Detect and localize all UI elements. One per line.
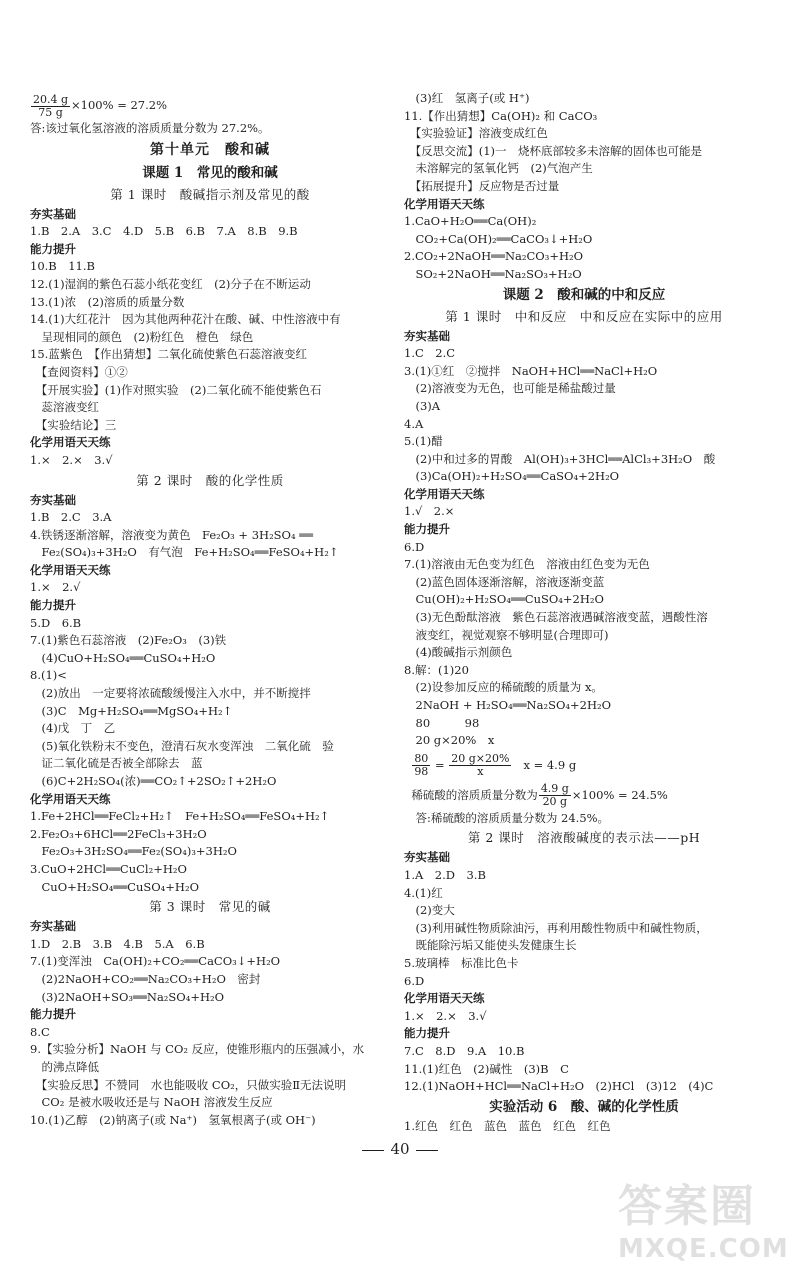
answer-line: 未溶解完的氢氧化钙 (2)气泡产生 (404, 161, 593, 176)
answer-line: CO₂+Ca(OH)₂══CaCO₃↓+H₂O (404, 231, 593, 246)
answer-line: 5.D 6.B (30, 615, 82, 630)
answer-line: (2)蓝色固体逐渐溶解，溶液逐渐变蓝 (404, 574, 605, 589)
answer-block-5 (404, 328, 764, 750)
answer-line: (3)利用碱性物质除油污，再利用酸性物质中和碱性物质， (404, 920, 708, 935)
answer-line: (3)无色酚酞溶液 紫色石蕊溶液遇碱溶液变蓝，遇酸性溶 (404, 610, 708, 625)
footer-dash-right (416, 1150, 438, 1151)
answer-line: (2)设参加反应的稀硫酸的质量为 x。 (404, 680, 603, 695)
answer-line: 1.× 2.√ (30, 580, 81, 595)
answer-line: CuO+H₂SO₄══CuSO₄+H₂O (30, 879, 199, 894)
answer-line: 80 98 (404, 715, 480, 730)
answer-line: 4.(1)红 (404, 885, 443, 900)
answer-line: (3)A (404, 398, 441, 413)
answer-line: 10.(1)乙醇 (2)钠离子(或 Na⁺) 氢氧根离子(或 OH⁻) (30, 1112, 316, 1127)
answer-line: (4)酸碱指示剂颜色 (404, 645, 513, 660)
proportion-result: x = 4.9 g (523, 757, 577, 772)
section-heading: 夯实基础 (404, 328, 450, 343)
answer-line: 1.Fe+2HCl══FeCl₂+H₂↑ Fe+H₂SO₄══FeSO₄+H₂↑ (30, 809, 330, 824)
answer-line: 1.B 2.A 3.C 4.D 5.B 6.B 7.A 8.B 9.B (30, 224, 298, 239)
watermark-logo (618, 1170, 788, 1265)
topic-title-2: 课题 2 酸和碱的中和反应 (502, 286, 666, 303)
answer-block-2 (30, 492, 390, 897)
section-heading: 夯实基础 (30, 492, 76, 507)
section-heading: 化学用语天天练 (30, 791, 111, 806)
answer-line: 1.× 2.× 3.√ (404, 1008, 487, 1023)
answer-line: 1.D 2.B 3.B 4.B 5.A 6.B (30, 936, 205, 951)
fraction-3-numerator: 4.9 g (540, 782, 569, 796)
answer-line: Cu(OH)₂+H₂SO₄══CuSO₄+2H₂O (404, 592, 604, 607)
answer-line: 3.CuO+2HCl══CuCl₂+H₂O (30, 861, 187, 876)
section-heading: 化学用语天天练 (404, 486, 485, 501)
section-heading: 化学用语天天练 (404, 991, 485, 1006)
answer-line: 12.(1)NaOH+HCl══NaCl+H₂O (2)HCl (3)12 (4)C (404, 1079, 714, 1094)
answer-line: Fe₂O₃+3H₂SO₄══Fe₂(SO₄)₃+3H₂O (30, 844, 237, 859)
section-heading: 夯实基础 (30, 206, 76, 221)
section-heading: 夯实基础 (30, 919, 76, 934)
footer-dash-left (362, 1150, 384, 1151)
fraction-line-1 (30, 90, 390, 120)
unit-title: 第十单元 酸和碱 (150, 141, 270, 158)
answer-line: 7.(1)紫色石蕊溶液 (2)Fe₂O₃ (3)铁 (30, 633, 227, 648)
lesson-title-4: 第 1 课时 中和反应 中和反应在实际中的应用 (445, 308, 723, 324)
page-number: 40 (390, 1140, 410, 1158)
answer-line: 【实验结论】三 (30, 417, 117, 432)
fraction-1-numerator: 20.4 g (33, 92, 69, 106)
answer-line: 5.(1)醋 (404, 434, 443, 449)
fraction-3-prefix: 稀硫酸的溶质质量分数为 (411, 787, 538, 802)
answer-line: 液变红，视觉观察不够明显(合理即可) (404, 627, 609, 642)
watermark-logo-text: 答案圈 (618, 1181, 756, 1232)
answer-statement-2: 答:稀硫酸的溶质质量分数为 24.5%。 (404, 810, 610, 825)
fraction-2b-denominator: x (477, 765, 484, 779)
answer-line: (3)Ca(OH)₂+H₂SO₄══CaSO₄+2H₂O (404, 469, 620, 484)
answer-line: 1.C 2.C (404, 346, 456, 361)
fraction-2a (412, 753, 430, 778)
answer-line: 证二氧化硫是否被全部除去 蓝 (30, 756, 203, 771)
answer-line: 【开展实验】(1)作对照实验 (2)二氧化硫不能使紫色石 (30, 382, 322, 397)
section-heading: 能力提升 (30, 1007, 76, 1022)
answer-block-4 (404, 90, 764, 284)
answer-statement-1: 答:该过氧化氢溶液的溶质质量分数为 27.2%。 (30, 121, 270, 135)
answer-line: 6.D (404, 973, 425, 988)
answer-line: 10.B 11.B (30, 259, 95, 274)
answer-line: 9.【实验分析】NaOH 与 CO₂ 反应，使锥形瓶内的压强减小，水 (30, 1042, 365, 1057)
answer-line: (3)红 氢离子(或 H⁺) (404, 91, 530, 105)
answer-line: 7.(1)变浑浊 Ca(OH)₂+CO₂══CaCO₃↓+H₂O (30, 954, 281, 969)
answer-line: 8.(1)< (30, 668, 67, 683)
page-number-footer (0, 1140, 800, 1158)
answer-line: 4.A (404, 416, 424, 431)
answer-line: (2)溶液变为无色，也可能是稀盐酸过量 (404, 381, 616, 396)
fraction-3-result: ×100% = 24.5% (571, 787, 668, 802)
answer-line: 5.玻璃棒 标准比色卡 (404, 955, 519, 970)
answer-line: CO₂ 是被水吸收还是与 NaOH 溶液发生反应 (30, 1095, 273, 1110)
fraction-3 (539, 783, 571, 808)
answer-line: 13.(1)浓 (2)溶质的质量分数 (30, 294, 185, 309)
answer-line: 蕊溶液变红 (30, 400, 99, 415)
fraction-3-denominator: 20 g (542, 795, 568, 809)
answer-line: (3)C Mg+H₂SO₄══MgSO₄+H₂↑ (30, 703, 233, 718)
lesson-title-3: 第 3 课时 常见的碱 (149, 899, 271, 915)
answer-line: 【查阅资料】①② (30, 364, 128, 379)
answer-line: 【实验验证】溶液变成红色 (404, 126, 548, 141)
topic-title-1: 课题 1 常见的酸和碱 (142, 164, 278, 181)
answer-line: (6)C+2H₂SO₄(浓)══CO₂↑+2SO₂↑+2H₂O (30, 774, 277, 788)
answer-line: 【拓展提升】反应物是否过量 (404, 178, 560, 193)
answer-line: Fe₂(SO₄)₃+3H₂O 有气泡 Fe+H₂SO₄══FeSO₄+H₂↑ (30, 545, 339, 560)
fraction-2a-numerator: 80 (414, 752, 429, 766)
answer-line: 7.(1)溶液由无色变为红色 溶液由红色变为无色 (404, 557, 650, 572)
section-heading: 化学用语天天练 (30, 562, 111, 577)
lesson-title-1: 第 1 课时 酸碱指示剂及常见的酸 (110, 186, 310, 202)
fraction-1-result: ×100% = 27.2% (71, 98, 168, 112)
fraction-2b (449, 753, 511, 778)
answer-line: 15.蓝紫色 【作出猜想】二氧化硫使紫色石蕊溶液变红 (30, 347, 308, 362)
answer-line: 8.C (30, 1024, 50, 1039)
answer-line: 11.(1)红色 (2)碱性 (3)B C (404, 1061, 569, 1076)
answer-line: (3)2NaOH+SO₃══Na₂SO₄+H₂O (30, 989, 225, 1004)
answer-line: (2)放出 一定要将浓硫酸缓慢注入水中，并不断搅拌 (30, 686, 311, 701)
fraction-1 (31, 94, 70, 119)
answer-line: 1.A 2.D 3.B (404, 867, 486, 882)
answer-line: 6.D (404, 539, 425, 554)
answer-line: SO₂+2NaOH══Na₂SO₃+H₂O (404, 266, 582, 281)
answer-line: 1.红色 红色 蓝色 蓝色 红色 红色 (404, 1118, 611, 1133)
section-heading: 能力提升 (404, 1026, 450, 1041)
section-heading: 能力提升 (404, 522, 450, 537)
answer-line: (4)戊 丁 乙 (30, 721, 116, 736)
answer-line: 11.【作出猜想】Ca(OH)₂ 和 CaCO₃ (404, 108, 598, 123)
answer-line: 2.Fe₂O₃+6HCl══2FeCl₃+3H₂O (30, 826, 207, 841)
lesson-title-2: 第 2 课时 酸的化学性质 (136, 472, 284, 488)
fraction-line-3 (404, 780, 764, 810)
answer-line: 【实验反思】不赞同 水也能吸收 CO₂，只做实验Ⅱ无法说明 (30, 1077, 347, 1092)
answer-line: 既能除污垢又能使头发健康生长 (404, 938, 577, 953)
answer-line: 2NaOH + H₂SO₄══Na₂SO₄+2H₂O (404, 698, 612, 712)
answer-line: 7.C 8.D 9.A 10.B (404, 1043, 525, 1058)
answer-line: 1.B 2.C 3.A (30, 510, 112, 525)
answer-line: 的沸点降低 (30, 1059, 99, 1074)
answer-line: 8.解：(1)20 (404, 662, 469, 677)
answer-block-6 (404, 849, 764, 1095)
answer-block-1 (30, 206, 390, 470)
lesson-title-5: 第 2 课时 溶液酸碱度的表示法——pH (467, 830, 701, 846)
proportion-line: $\frac{80}{98}$ = $\frac{20 g\times 20\%}{x}$ x = 4.9 g (414, 752, 577, 779)
answer-line: 2.CO₂+2NaOH══Na₂CO₃+H₂O (404, 249, 584, 264)
answer-line: (5)氧化铁粉末不变色，澄清石灰水变浑浊 二氧化硫 验 (30, 738, 334, 753)
left-column (30, 90, 390, 1129)
fraction-2a-denominator: 98 (414, 765, 429, 779)
answer-line: 12.(1)湿润的紫色石蕊小纸花变红 (2)分子在不断运动 (30, 276, 311, 291)
answer-line: 20 g×20% x (404, 733, 495, 748)
answer-block-3 (30, 918, 390, 1129)
answer-line: 呈现相同的颜色 (2)粉红色 橙色 绿色 (30, 329, 254, 344)
answer-line: 14.(1)大红花汁 因为其他两种花汁在酸、碱、中性溶液中有 (30, 312, 341, 327)
watermark-site-text: MXQE.COM (618, 1234, 789, 1264)
answer-line: 1.√ 2.× (404, 504, 455, 519)
answer-line: 4.铁锈逐渐溶解，溶液变为黄色 Fe₂O₃ + 3H₂SO₄ ══ (30, 527, 314, 542)
fraction-2b-numerator: 20 g×20% (451, 752, 510, 766)
section-heading: 能力提升 (30, 598, 76, 613)
section-heading: 能力提升 (30, 241, 76, 256)
activity-title: 实验活动 6 酸、碱的化学性质 (489, 1098, 679, 1115)
section-heading: 化学用语天天练 (404, 196, 485, 211)
answer-line: 【反思交流】(1)一 烧杯底部较多未溶解的固体也可能是 (404, 143, 703, 158)
answer-block-7 (404, 1118, 764, 1136)
answer-line: (2)2NaOH+CO₂══Na₂CO₃+H₂O 密封 (30, 971, 261, 986)
answer-line: (4)CuO+H₂SO₄══CuSO₄+H₂O (30, 650, 216, 665)
answer-line: 1.CaO+H₂O══Ca(OH)₂ (404, 214, 537, 229)
answer-line: (2)变大 (404, 903, 455, 918)
answer-line: 1.× 2.× 3.√ (30, 452, 113, 467)
answer-line: (2)中和过多的胃酸 Al(OH)₃+3HCl══AlCl₃+3H₂O 酸 (404, 451, 716, 466)
right-column (404, 90, 764, 1135)
section-heading: 夯实基础 (404, 850, 450, 865)
section-heading: 化学用语天天练 (30, 435, 111, 450)
fraction-1-denominator: 75 g (38, 105, 63, 119)
answer-line: 3.(1)①红 ②搅拌 NaOH+HCl══NaCl+H₂O (404, 363, 658, 378)
